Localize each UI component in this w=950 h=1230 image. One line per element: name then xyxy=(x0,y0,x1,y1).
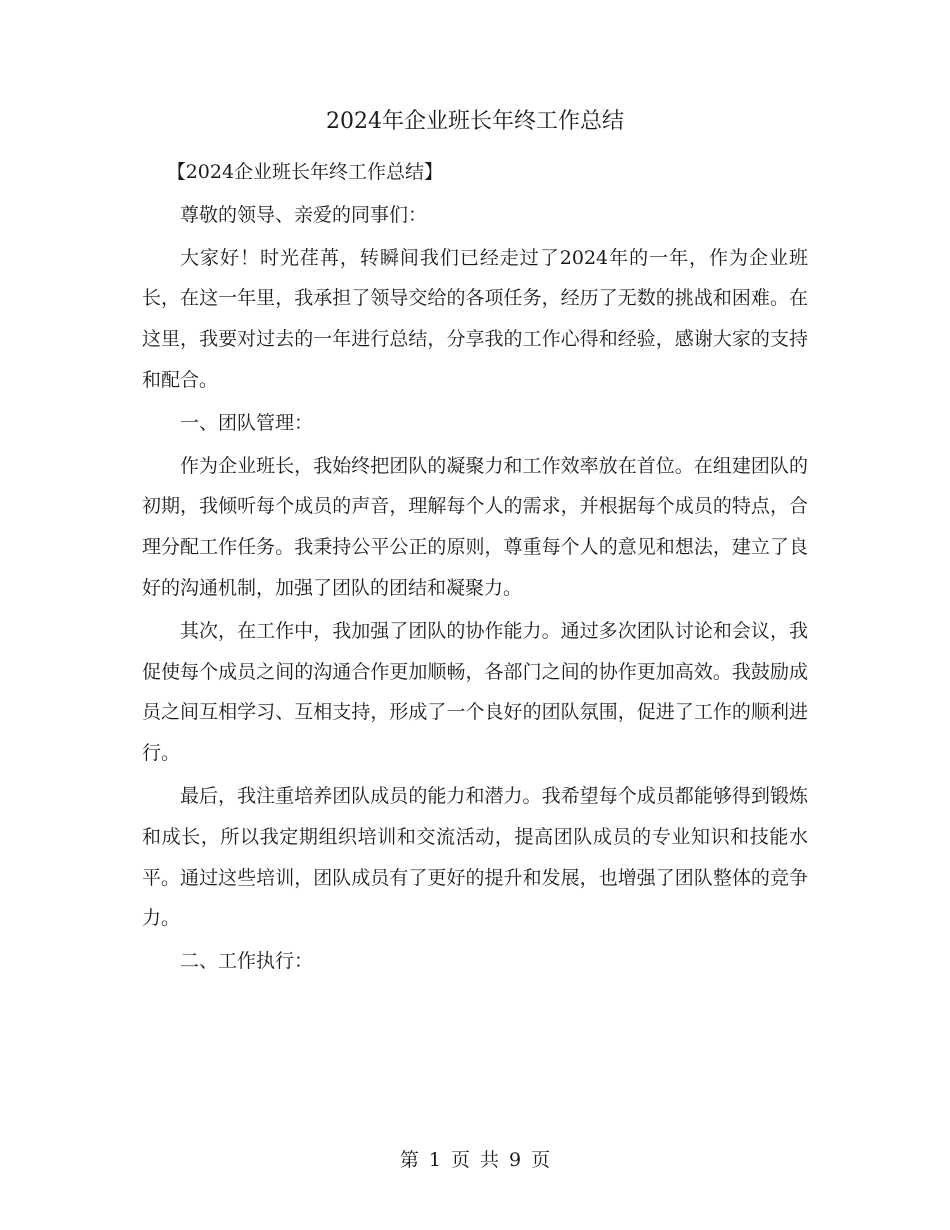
paragraph-greeting: 尊敬的领导、亲爱的同事们： xyxy=(180,203,428,226)
document-title: 2024年企业班长年终工作总结 xyxy=(326,109,624,134)
paragraph-team-cohesion: 作为企业班长，我始终把团队的凝聚力和工作效率放在首位。在组建团队的初期，我倾听每个成员的声音，理解每个人的需求，并根据每个成员的特点，合理分配工作任务。我秉持公平公正的原则，尊重每个人的意见和想法，建立了良好的沟通机制，加强了团队的团结和凝聚力。 xyxy=(142,454,808,599)
paragraph-team-training: 最后，我注重培养团队成员的能力和潜力。我希望每个成员都能够得到锻炼和成长，所以我定期组织培训和交流活动，提高团队成员的专业知识和技能水平。通过这些培训，团队成员有了更好的提升和发展，也增强了团队整体的竞争力。 xyxy=(142,784,808,930)
section-heading-team-management: 一、团队管理： xyxy=(180,411,314,434)
paragraph-intro: 大家好！时光荏苒，转瞬间我们已经走过了2024年的一年，作为企业班长，在这一年里，我承担了领导交给的各项任务，经历了无数的挑战和困难。在这里，我要对过去的一年进行总结，分享我的工作心得和经验，感谢大家的支持和配合。 xyxy=(142,246,808,391)
paragraph-team-collaboration: 其次，在工作中，我加强了团队的协作能力。通过多次团队讨论和会议，我促使每个成员之间的沟通合作更加顺畅，各部门之间的协作更加高效。我鼓励成员之间互相学习、互相支持，形成了一个良好的团队氛围，促进了工作的顺利进行。 xyxy=(142,619,808,765)
page-footer: 第 1 页 共 9 页 xyxy=(399,1149,551,1171)
document-body xyxy=(142,152,808,982)
section-heading-work-execution: 二、工作执行： xyxy=(180,950,314,973)
paragraph-tag-heading: 【2024企业班长年终工作总结】 xyxy=(166,161,444,183)
